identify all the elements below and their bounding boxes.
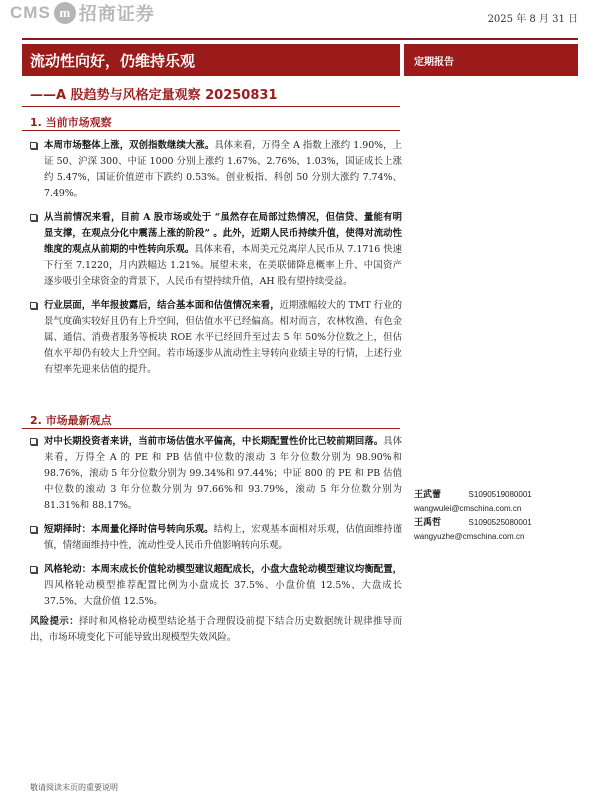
report-type-label: 定期报告	[414, 57, 454, 68]
list-item	[30, 562, 402, 610]
section-divider	[22, 428, 400, 429]
bullet-lead: 对中长期投资者来讲，当前市场估值水平偏高，中长期配置性价比已较前期回落。	[44, 436, 384, 447]
bullet-text: 四风格轮动模型推荐配置比例为小盘成长 37.5%、小盘价值 12.5%、大盘成长 37.5%、大盘价值 12.5%。	[44, 580, 402, 607]
section-heading-latest-views: 2. 市场最新观点	[30, 414, 112, 427]
bullet-lead: 行业层面，半年报披露后，结合基本面和估值情况来看，	[44, 300, 280, 311]
analyst-email[interactable]: wangwulei@cmschina.com.cn	[414, 504, 522, 513]
checkbox-bullet-icon	[30, 302, 37, 309]
list-item	[30, 138, 402, 202]
risk-warning	[30, 614, 402, 646]
analyst-card	[414, 488, 532, 515]
bullet-lead: 本周市场整体上涨，双创指数继续大涨。	[44, 140, 215, 151]
analyst-card	[414, 516, 532, 543]
section-1-bullets	[30, 138, 402, 386]
bullet-text: 具体来看，本周美元兑离岸人民币从 7.1716 快速下行至 7.1220，月内跌幅达 1.21%。展望未来，在美联储降息概率上升、中国资产逐步吸引全球资金的背景下，人民币有望持续升值，AH 股有望持续受益。	[44, 244, 402, 287]
report-type-banner	[404, 44, 578, 76]
analyst-cert-number: S1090525080001	[468, 518, 532, 527]
bullet-lead: 风格轮动：本周末成长价值轮动模型建议超配成长，小盘大盘轮动模型建议均衡配置，	[44, 564, 402, 575]
checkbox-bullet-icon	[30, 438, 37, 445]
report-subtitle: ——A 股趋势与风格定量观察 20250831	[30, 88, 278, 103]
bullet-text: 近期涨幅较大的 TMT 行业的景气度确实较好且仍有上升空间，但估值水平已经偏高。相对而言，农林牧渔、有色金属、通信、消费者服务等板块 ROE 水平已经回升至过去 5 年 50%分位数之上，但估值水平却仍有较大上升空间。若市场逐步从流动性主导转向业绩主导的行情，上述行业有望率先迎来估值的提升。	[44, 300, 402, 375]
section-2-bullets	[30, 434, 402, 618]
analyst-cert-number: S1090519080001	[468, 490, 532, 499]
bullet-text: 具体来看，万得全 A 的 PE 和 PB 估值中位数的滚动 3 年分位数分别为 98.90%和 98.76%，滚动 5 年分位数分别为 99.34%和 97.44%；中证 800 的 PE 和 PB 估值中位数的滚动 3 年分位数分别为 97.66%和 93.79%，滚动 5 年分位数分别为 81.31%和 88.17%。	[44, 436, 402, 511]
section-divider	[22, 130, 400, 131]
checkbox-bullet-icon	[30, 214, 37, 221]
list-item	[30, 522, 402, 554]
checkbox-bullet-icon	[30, 526, 37, 533]
report-title: 流动性向好，仍维持乐观	[30, 52, 196, 70]
page-header	[0, 0, 600, 40]
footer-disclaimer: 敬请阅读末页的重要说明	[30, 783, 118, 792]
checkbox-bullet-icon	[30, 566, 37, 573]
subtitle-divider	[22, 106, 400, 107]
cms-logo	[10, 0, 155, 26]
list-item	[30, 434, 402, 514]
bullet-lead: 从当前情况来看，目前 A 股市场或处于 “虽然存在局部过热情况，但信贷、量能有明显支撑，在观点分化中震荡上涨的阶段” 。此外，近期人民币持续升值，使得对流动性维度的观点从前期的中性转向乐观。	[44, 212, 402, 255]
report-date: 2025 年 8 月 31 日	[487, 14, 578, 25]
logo-chinese-text: 招商证券	[78, 4, 155, 25]
analyst-name: 王禹哲	[414, 518, 442, 528]
title-banner	[22, 44, 400, 76]
analyst-email[interactable]: wangyuzhe@cmschina.com.cn	[414, 532, 525, 541]
bullet-text: 结构上，宏观基本面相对乐观，估值面维持谨慎，情绪面维持中性，流动性受人民币升值影响转向乐观。	[44, 524, 402, 551]
list-item	[30, 210, 402, 290]
logo-badge-icon: m	[54, 2, 76, 24]
risk-label: 风险提示：	[30, 616, 79, 627]
bullet-text: 具体来看，万得全 A 指数上涨约 1.90%，上证 50、沪深 300、中证 1000 分别上涨约 1.67%、2.76%、1.03%，国证成长上涨约 5.47%，国证价值逆市下跌约 0.53%。创业板指、科创 50 分别大涨约 7.74%、7.49%。	[44, 140, 402, 199]
bullet-lead: 短期择时：本周量化择时信号转向乐观。	[44, 524, 214, 535]
logo-latin-text: CMS	[10, 3, 51, 22]
list-item	[30, 298, 402, 378]
header-divider	[22, 38, 578, 40]
section-heading-market-observation: 1. 当前市场观察	[30, 116, 112, 129]
analyst-name: 王武蕾	[414, 490, 442, 500]
risk-text: 择时和风格轮动模型结论基于合理假设前提下结合历史数据统计规律推导而出，市场环境变化下可能导致出现模型失效风险。	[30, 616, 402, 643]
checkbox-bullet-icon	[30, 142, 37, 149]
